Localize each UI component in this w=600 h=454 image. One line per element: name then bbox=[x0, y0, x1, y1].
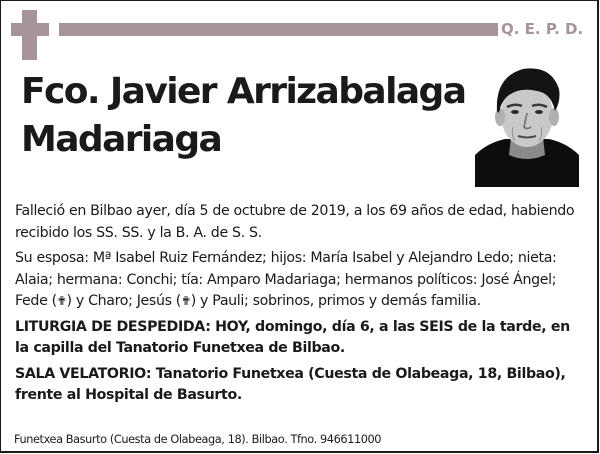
death-announcement: Falleció en Bilbao ayer, día 5 de octubre de 2019, a los 69 años de edad, habiendo recibido los SS. SS. y la B. A. de S. S. bbox=[15, 203, 575, 241]
qepd-label: Q. E. P. D. bbox=[501, 20, 584, 38]
deceased-photo bbox=[475, 59, 579, 187]
family-list: Su esposa: Mª Isabel Ruiz Fernández; hijos: María Isabel y Alejandro Ledo; nieta: Alaia; hermana: Conchi; tía: Amparo Madariaga; hermanos políticos: José Ángel; Fede (✟) y Charo; Jesús (✟) y Pauli; sobrinos, primos y demás familia. bbox=[15, 250, 557, 309]
name-line-1: Fco. Javier Arrizabalaga bbox=[21, 71, 466, 112]
notice-body bbox=[15, 201, 585, 411]
name-line-2: Madariaga bbox=[21, 119, 222, 160]
header-rule bbox=[59, 23, 498, 36]
deceased-cross-icon: ✟ bbox=[56, 294, 67, 308]
cross-horizontal-bar bbox=[11, 23, 49, 36]
deceased-cross-icon: ✟ bbox=[180, 294, 191, 308]
wake-info: SALA VELATORIO: Tanatorio Funetxea (Cuesta de Olabeaga, 18, Bilbao), frente al Hospital de Basurto. bbox=[15, 365, 566, 403]
liturgy-info: LITURGIA DE DESPEDIDA: HOY, domingo, día 6, a las SEIS de la tarde, en la capilla del Tanatorio Funetxea de Bilbao. bbox=[15, 318, 570, 356]
portrait-icon bbox=[475, 59, 579, 187]
funeral-home-contact: Funetxea Basurto (Cuesta de Olabeaga, 18). Bilbao. Tfno. 946611000 bbox=[14, 433, 382, 446]
deceased-name bbox=[21, 68, 466, 164]
